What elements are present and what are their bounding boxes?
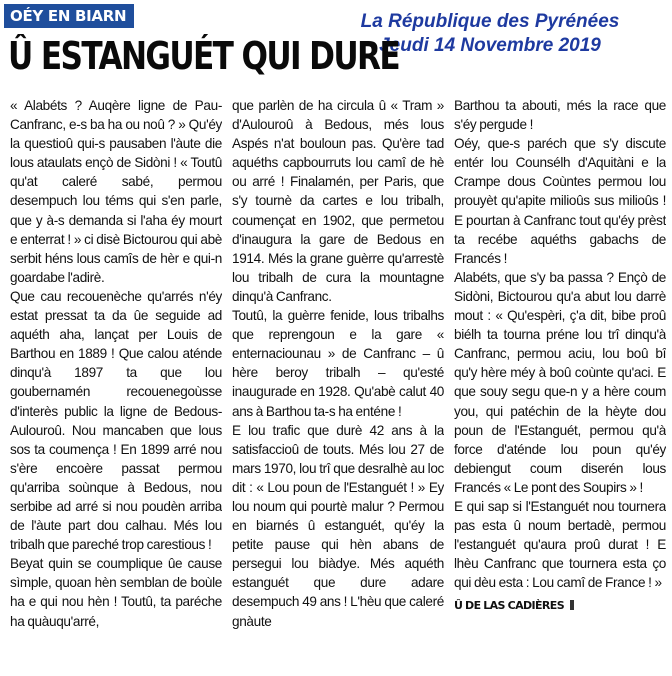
article-column-1 <box>10 96 222 672</box>
paragraph: « Alabéts ? Auqère ligne de Pau-Canfranc, e-s ba ha ou noû ? » Qu'éy la questioû qui-s pausaben l'àute die lous ataulats ençò de Sidòni ! « Toutû qu'at caleré sabé, permou desempuch lou téms qui s'en parle, que y à-s demanda si l'aha éy mourt e enterrat ! » ci disè Bictourou qui abè serbit héns lous camîs de hèr e qui-n goardabe l'adirè. <box>10 98 222 285</box>
author-signature <box>454 596 666 615</box>
article-headline: Û ESTANGUÉT QUI DURE <box>8 34 400 78</box>
paragraph: E qui sap si l'Estanguét nou tournera pas esta û noum bertadè, permou l'estanguét qu'aura proû durat ! E lhèu Canfranc que tournera esta ço qui dèu esta : Lou camî de France ! » <box>454 498 666 591</box>
paragraph: Toutû, la guèrre fenide, lous tribalhs que reprengoun e la gare « enternaciounau » de Canfranc – û hère beroy tribalh – qu'esté inaugurade en 1928. Qu'abè calut 40 ans à Barthou ta-s ha enténe ! <box>232 308 444 419</box>
article-column-3 <box>454 96 666 672</box>
newspaper-name: La République des Pyrénées <box>360 11 620 32</box>
paragraph: que parlèn de ha circula û « Tram » d'Aulouroû à Bedous, més lous Aspés n'at bouloun pas. Qu'ère tad aquéths capbourruts lou camî de hè ou arré ! Finalamén, per Paris, que s'y tournè da cartes e lou tribalh, coumençat en 1902, que permetou d'inaugura la gare de Bedous en 1914. Més la grane guèrre qu'arrestè lou tribalh de cura la mountagne dinqu'à Canfranc. <box>232 98 444 304</box>
article-column-2 <box>232 96 444 672</box>
rubric-label: OÉY EN BIARN <box>4 4 134 28</box>
paragraph: Alabéts, que s'y ba passa ? Ençò de Sidòni, Bictourou qu'a abut lou darrè mout : « Qu'espèri, ç'a dit, bibe proû biélh ta tourna préne lou trî dinqu'à Canfranc, permou aciu, lou boû bî qu'y hère méy à boû coùnte qu'aci. E que souy segu que-n y a hère coum you, qui patéchin de la hèyte dou poun de l'Estanguét, permou qu'à force d'aténde lou poun qu'éy debiengut coum diserén lous Francés « Le pont des Soupirs » ! <box>454 269 666 495</box>
paragraph: E lou trafic que durè 42 ans à la satisfaccioû de touts. Més lou 27 de mars 1970, lou trî que desralhè au loc dit : « Lou poun de l'Estanguét ! » Ey lou noum qui pourtè malur ? Permou en biarnés û estanguét, qu'éy la petite pause qui hèn abans de persegui lou biàdye. Més aquéth estanguét que dure adare desempuch 49 ans ! L'hèu que caleré gnàute <box>232 422 444 629</box>
article-body <box>10 96 666 672</box>
author-name: Û DE LAS CADIÈRES <box>454 599 565 613</box>
paragraph: Oéy, que-s paréch que s'y discute entér lou Counsélh d'Aquitàni e la Crampe dous Coùntes permou lou prouyèt qu'apite milioûs sus milioûs ! E pourtan à Canfranc tout qu'éy prèst ta recébe aquéths gabachs de Francés ! <box>454 136 666 266</box>
paragraph: Beyat quin se coumplique ûe cause sìmple, quoan hèn semblan de boùle ha e qui nou hèn ! Toutû, ta paréche ha quàuqu'arré, <box>10 556 222 629</box>
end-mark-icon <box>570 600 574 610</box>
publication-date: Jeudi 14 Novembre 2019 <box>379 35 601 56</box>
paragraph: Que cau recouenèche qu'arrés n'éy estat pressat ta da ûe seguide ad aquéth aha, lançat per Louis de Barthou en 1889 ! Que calou aténde dinqu'à 1897 ta que lou goubernamén recouenegoùsse d'interès public la ligne de Bedous-Aulouroû. Nou mancaben que lous sos ta coumença ! En 1899 arré nou s'ère encoère passat permou qu'arriba soùnque à Bedous, nou serbibe ad arré si nou poudèn arriba de l'àute part dou calhau. Més lou tribalh que pareché trop carestious ! <box>10 288 222 553</box>
paragraph: Barthou ta abouti, més la race que s'éy pergude ! <box>454 98 666 133</box>
